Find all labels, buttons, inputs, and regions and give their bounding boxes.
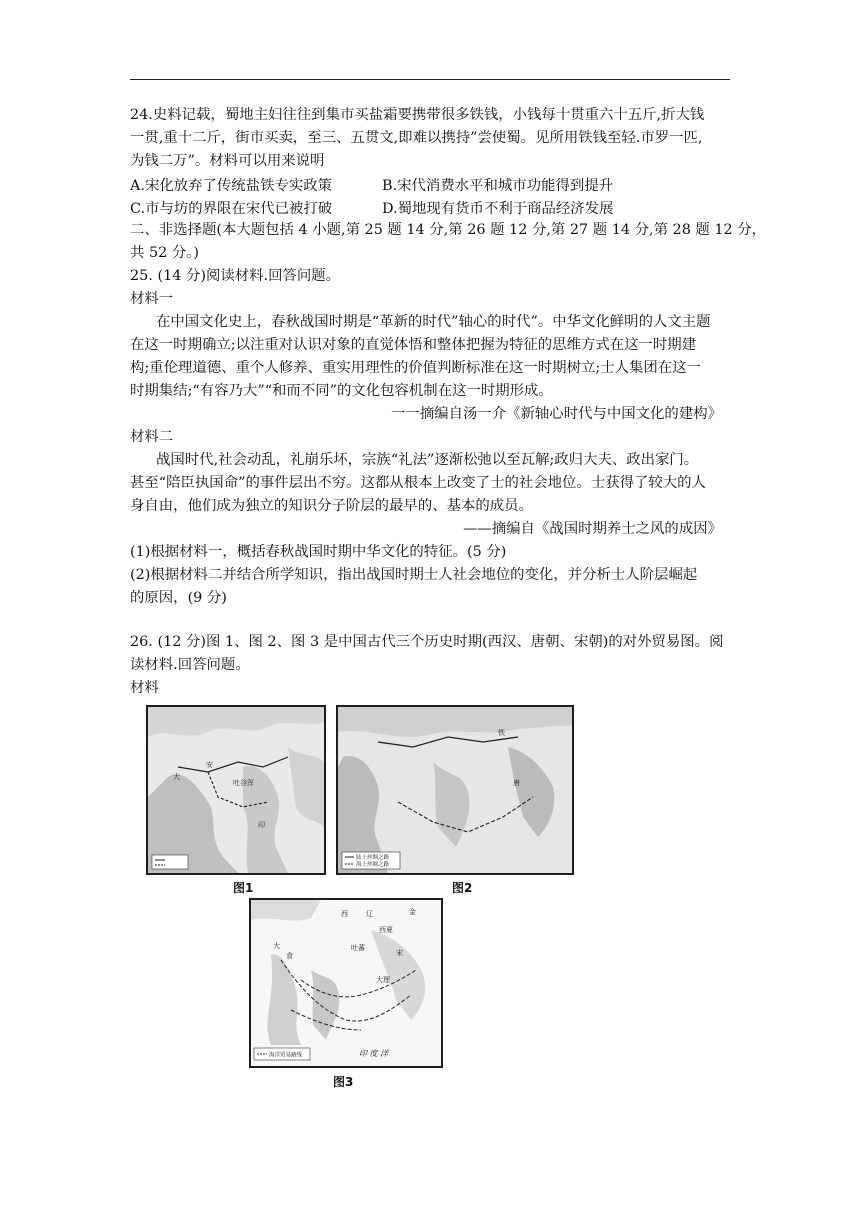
map-3-legend: 海洋贸易路线 <box>269 1052 303 1059</box>
q25-material-1-source: 一一摘编自汤一介《新轴心时代与中国文化的建构》 <box>391 406 722 422</box>
svg-text:唐: 唐 <box>513 779 520 787</box>
map-2-legend-sea: 海上丝绸之路 <box>356 862 390 868</box>
q25-material-2-line-2: 甚至“陪臣执国命”的事件层出不穷。这都从根本上改变了士的社会地位。士获得了较大的人 <box>130 475 706 491</box>
svg-text:大: 大 <box>173 773 180 781</box>
q24-option-d: D.蜀地现有货币不利于商品经济发展 <box>382 201 614 217</box>
svg-text:印: 印 <box>258 821 265 829</box>
q25-material-2-line-1: 战国时代,社会动乱，礼崩乐坏，宗族“礼法”逐渐松弛以至瓦解;政归大夫、政出家门。 <box>156 452 699 468</box>
svg-text:吐蕃: 吐蕃 <box>351 944 365 952</box>
q24-line-2: 一贯,重十二斤，街市买卖，至三、五贯文,即难以携持”尝使蜀。见所用铁钱至轻.市罗一匹, <box>130 130 703 146</box>
q25-material-1-label: 材料一 <box>130 291 174 307</box>
map-2-legend-land: 陆上丝绸之路 <box>356 855 390 861</box>
q25-material-1-line-2: 在这一时期确立;以注重对认识对象的直觉体悟和整体把握为特征的思维方式在这一时期建 <box>130 337 697 353</box>
q25-material-1-line-4: 时期集结;“有容乃大”“和而不同”的文化包容机制在这一时期形成。 <box>130 383 553 399</box>
q25-heading: 25. (14 分)阅读材料.回答问题。 <box>130 268 341 284</box>
q25-material-2-source: ——摘编自《战国时期养士之风的成因》 <box>462 521 722 537</box>
svg-text:宋: 宋 <box>396 949 403 957</box>
map-3-ocean-label: 印 度 洋 <box>359 1049 389 1058</box>
q24-option-c: C.市与坊的界限在宋代已被打破 <box>130 201 333 217</box>
q24-option-a: A.宋化放弃了传统盐铁专实政策 <box>130 178 333 194</box>
q26-line-2: 读材料.回答问题。 <box>130 657 250 673</box>
q25-material-2-label: 材料二 <box>130 429 174 445</box>
svg-text:吐谷浑: 吐谷浑 <box>233 779 254 787</box>
svg-text:大: 大 <box>273 942 280 950</box>
svg-text:金: 金 <box>409 908 416 916</box>
q25-material-1-line-1: 在中国文化史上，春秋战国时期是“革新的时代”轴心的时代”。中华文化鲜明的人文主题 <box>156 314 711 330</box>
map-figure-3 <box>249 898 443 1068</box>
q24-line-3: 为钱二万”。材料可以用来说明 <box>130 153 325 169</box>
svg-text:西夏: 西夏 <box>379 926 393 934</box>
figure-3-caption: 图3 <box>333 1075 354 1089</box>
q26-line-1: 26. (12 分)图 1、图 2、图 3 是中国古代三个历史时期(西汉、唐朝、宋朝)的对外贸易图。阅 <box>130 634 724 650</box>
q24-line-1: 24.史料记载，蜀地主妇往往到集市买盐霜要携带很多铁钱，小钱每十贯重六十五斤,折大钱 <box>130 107 705 123</box>
svg-text:辽: 辽 <box>366 910 373 918</box>
section2-line-2: 共 52 分。) <box>130 245 200 261</box>
svg-text:铁: 铁 <box>498 729 505 737</box>
q26-material-label: 材料 <box>130 680 159 696</box>
svg-text:食: 食 <box>286 952 293 960</box>
svg-text:西: 西 <box>341 910 348 918</box>
figure-2-caption: 图2 <box>452 881 473 895</box>
q25-question-1: (1)根据材料一，概括春秋战国时期中华文化的特征。(5 分) <box>130 544 507 560</box>
header-rule <box>130 79 730 80</box>
q25-question-2-line-2: 的原因，(9 分) <box>130 590 227 606</box>
svg-text:安: 安 <box>206 761 213 769</box>
section2-line-1: 二、非选择题(本大题包括 4 小题,第 25 题 14 分,第 26 题 12 分,第 27 题 14 分,第 28 题 12 分， <box>130 222 767 238</box>
q24-option-b: B.宋代消费水平和城市功能得到提升 <box>382 178 614 194</box>
map-figure-1 <box>146 705 326 875</box>
svg-text:大理: 大理 <box>376 976 390 984</box>
q25-material-1-line-3: 构;重伦理道德、重个人修养、重实用理性的价值判断标准在这一时期树立;士人集团在这一 <box>130 360 701 376</box>
figure-1-caption: 图1 <box>233 881 254 895</box>
q25-question-2-line-1: (2)根据材料二并结合所学知识，指出战国时期士人社会地位的变化，并分析士人阶层崛起 <box>130 567 698 583</box>
map-figure-2 <box>336 705 574 875</box>
q25-material-2-line-3: 身自由，他们成为独立的知识分子阶层的最早的、基本的成员。 <box>130 498 533 514</box>
